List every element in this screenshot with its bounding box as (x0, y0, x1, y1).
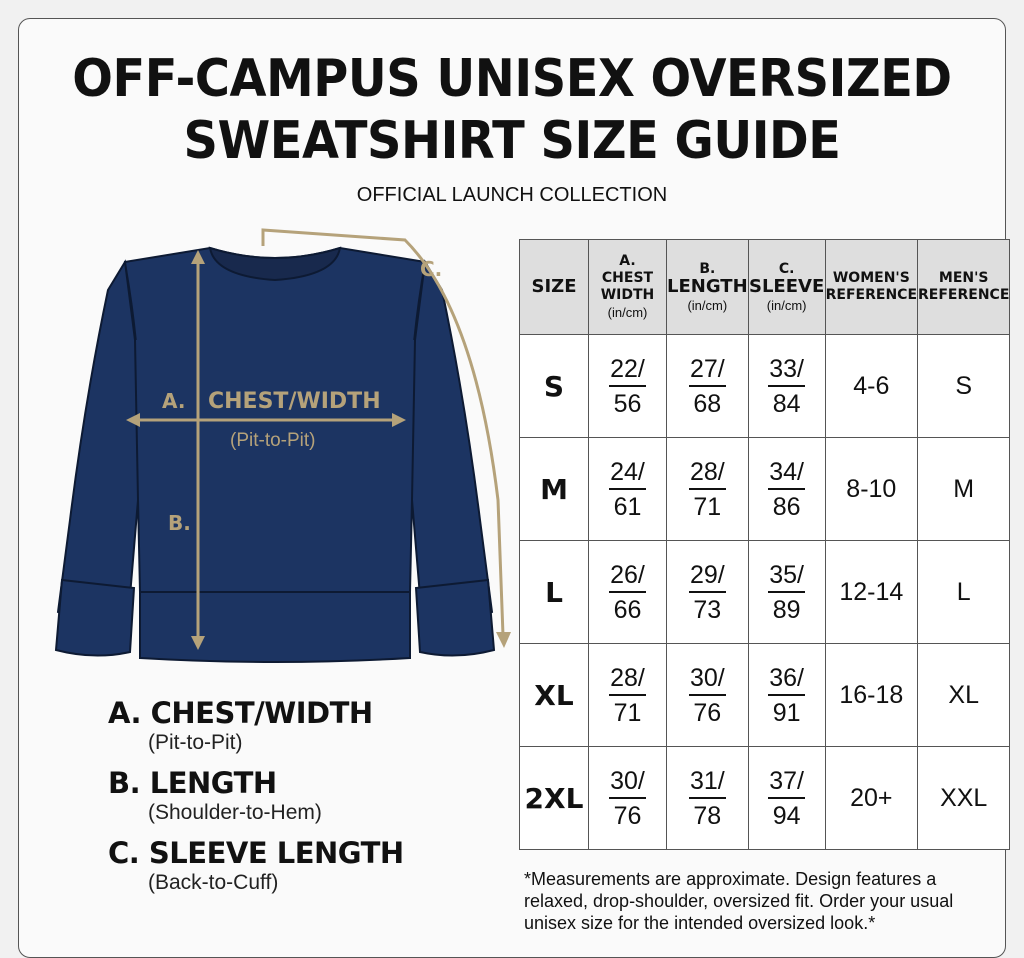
size-cell: XL (520, 644, 589, 747)
sleeve-cell (748, 644, 825, 747)
length-cell (667, 541, 749, 644)
table-row (520, 747, 1010, 850)
length-cm: 78 (693, 801, 722, 830)
chest-cell (589, 438, 667, 541)
womens-reference-cell: 8-10 (825, 438, 917, 541)
sleeve-cell (748, 438, 825, 541)
length-cm: 76 (693, 698, 722, 727)
chest-cell (589, 644, 667, 747)
sweatshirt-illustration (30, 220, 520, 670)
title-line-2: SWEATSHIRT SIZE GUIDE (183, 111, 841, 171)
header-mens-reference: MEN'S REFERENCE (918, 240, 1010, 335)
sleeve-cm: 91 (772, 698, 801, 727)
label-b: B. (168, 511, 191, 535)
header-womens-reference: WOMEN'S REFERENCE (825, 240, 917, 335)
chest-cm: 61 (613, 492, 642, 521)
mens-reference-cell: S (918, 335, 1010, 438)
page-title (41, 48, 983, 172)
sleeve-in: 37/ (768, 767, 805, 799)
length-in: 30/ (689, 664, 726, 696)
chest-cell (589, 747, 667, 850)
header-size: SIZE (520, 240, 589, 335)
right-cuff (416, 580, 494, 656)
table-row (520, 335, 1010, 438)
table-row (520, 541, 1010, 644)
chest-cm: 66 (613, 595, 642, 624)
sleeve-in: 35/ (768, 561, 805, 593)
chest-cell (589, 335, 667, 438)
table-row (520, 644, 1010, 747)
length-cm: 68 (693, 389, 722, 418)
womens-reference-cell: 4-6 (825, 335, 917, 438)
sleeve-cm: 86 (772, 492, 801, 521)
label-a-text: CHEST/WIDTH (208, 389, 381, 414)
sleeve-in: 36/ (768, 664, 805, 696)
sleeve-cm: 94 (772, 801, 801, 830)
legend-item-sleeve (108, 836, 404, 896)
chest-cm: 76 (613, 801, 642, 830)
sleeve-arrow-bottom (496, 632, 511, 648)
chest-in: 26/ (609, 561, 646, 593)
sleeve-cell (748, 541, 825, 644)
legend-title: A. CHEST/WIDTH (108, 696, 373, 730)
left-cuff (56, 580, 134, 656)
header-length: B. LENGTH (in/cm) (667, 240, 749, 335)
legend-sub: (Pit-to-Pit) (148, 731, 243, 754)
chest-in: 24/ (609, 458, 646, 490)
length-cm: 73 (693, 595, 722, 624)
mens-reference-cell: XXL (918, 747, 1010, 850)
left-sleeve (58, 262, 140, 623)
title-line-1: OFF-CAMPUS UNISEX OVERSIZED (72, 49, 952, 109)
womens-reference-cell: 20+ (825, 747, 917, 850)
chest-in: 22/ (609, 355, 646, 387)
waistband (140, 592, 410, 662)
length-in: 31/ (689, 767, 726, 799)
size-cell: S (520, 335, 589, 438)
womens-reference-cell: 12-14 (825, 541, 917, 644)
legend-item-chest (108, 696, 404, 756)
womens-reference-cell: 16-18 (825, 644, 917, 747)
size-cell: L (520, 541, 589, 644)
sleeve-in: 34/ (768, 458, 805, 490)
length-cell (667, 438, 749, 541)
measurement-note: *Measurements are approximate. Design features a relaxed, drop-shoulder, oversized fit. Order your usual unisex size for the intended oversized look.* (524, 869, 954, 933)
length-in: 27/ (689, 355, 726, 387)
size-cell: 2XL (520, 747, 589, 850)
chest-cm: 71 (613, 698, 642, 727)
sleeve-in: 33/ (768, 355, 805, 387)
sleeve-cm: 84 (772, 389, 801, 418)
header-sleeve: C. SLEEVE (in/cm) (748, 240, 825, 335)
length-cell (667, 335, 749, 438)
legend-sub: (Shoulder-to-Hem) (148, 801, 322, 824)
length-cm: 71 (693, 492, 722, 521)
header-chest: A. CHEST WIDTH (in/cm) (589, 240, 667, 335)
chest-in: 30/ (609, 767, 646, 799)
sleeve-cell (748, 335, 825, 438)
right-sleeve (410, 262, 492, 623)
length-cell (667, 644, 749, 747)
chest-in: 28/ (609, 664, 646, 696)
mens-reference-cell: M (918, 438, 1010, 541)
legend-sub: (Back-to-Cuff) (148, 871, 279, 894)
chest-cm: 56 (613, 389, 642, 418)
mens-reference-cell: XL (918, 644, 1010, 747)
size-cell: M (520, 438, 589, 541)
chest-cell (589, 541, 667, 644)
mens-reference-cell: L (918, 541, 1010, 644)
label-a-sub: (Pit-to-Pit) (230, 430, 316, 451)
length-in: 28/ (689, 458, 726, 490)
measurement-legend (108, 696, 404, 906)
legend-title: B. LENGTH (108, 766, 277, 800)
table-row (520, 438, 1010, 541)
page-subtitle: OFFICIAL LAUNCH COLLECTION (356, 184, 668, 206)
legend-title: C. SLEEVE LENGTH (108, 836, 404, 870)
sleeve-cm: 89 (772, 595, 801, 624)
label-c: C. (420, 257, 443, 281)
label-a: A. (162, 389, 186, 413)
size-table (519, 239, 1010, 850)
table-header-row (520, 240, 1010, 335)
length-in: 29/ (689, 561, 726, 593)
length-cell (667, 747, 749, 850)
legend-item-length (108, 766, 404, 826)
sleeve-cell (748, 747, 825, 850)
